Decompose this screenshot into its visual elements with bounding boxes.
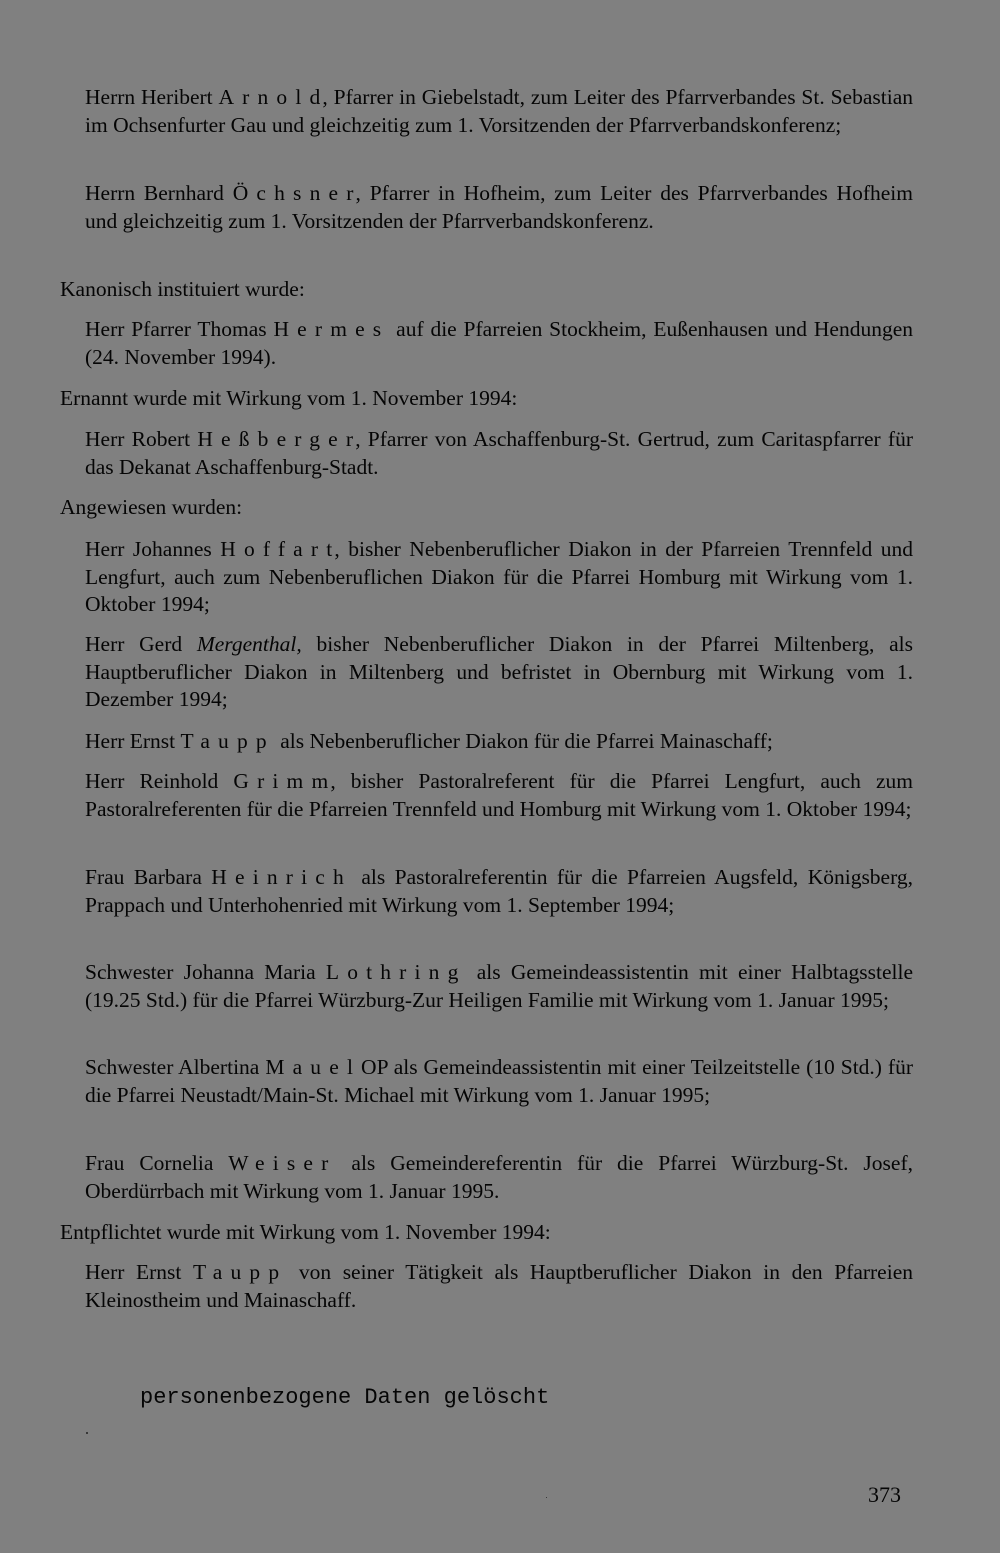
section-heading-angewiesen: Angewiesen wurden: — [60, 495, 243, 519]
person-name-spaced: Grimm — [233, 769, 337, 793]
appointment-arnold — [85, 84, 913, 139]
person-name-spaced: Taupp — [192, 1260, 288, 1284]
person-name-spaced: Arnold — [218, 85, 329, 109]
entry-text: , bisher Nebenberuflicher Diakon in der Pfarreien Trennfeld und Lengfurt, auch zum Nebenberuflichen Diakon für die Pfarrei Homburg mit Wirkung vom 1. Oktober 1994; — [85, 537, 913, 616]
person-name-spaced: Heinrich — [211, 865, 352, 889]
person-name-spaced: Lothring — [325, 960, 467, 984]
entry-text: von seiner Tätigkeit als Hauptberuflicher Diakon in den Pfarreien Kleinostheim und Mainaschaff. — [85, 1260, 913, 1312]
entry-text: , Pfarrer in Giebelstadt, zum Leiter des Pfarrverbandes St. Sebastian im Ochsenfurter Gau und gleichzeitig zum 1. Vorsitzenden der Pfarrverbandskonferenz; — [85, 85, 913, 137]
entry-prefix: Herrn Bernhard — [85, 181, 233, 205]
assignment-weiser — [85, 1150, 913, 1205]
person-name-spaced: Öchsner — [232, 181, 362, 205]
person-name-spaced: Weiser — [228, 1151, 337, 1175]
appointment-hessberger — [85, 426, 913, 481]
person-name-spaced: Mauel — [265, 1055, 362, 1079]
entry-text: OP als Gemeindeassistentin mit einer Teilzeitstelle (10 Std.) für die Pfarrei Neustadt/Main-St. Michael mit Wirkung vom 1. Januar 1995; — [85, 1055, 913, 1107]
entry-text: , Pfarrer von Aschaffenburg-St. Gertrud, zum Caritaspfarrer für das Dekanat Aschaffenburg-Stadt. — [85, 427, 913, 479]
appointment-oechsner — [85, 180, 913, 235]
person-name-spaced: Hermes — [273, 317, 390, 341]
entry-text: auf die Pfarreien Stockheim, Eußenhausen und Hendungen (24. November 1994). — [85, 317, 913, 369]
entry-prefix: Herrn Heribert — [85, 85, 219, 109]
section-heading-ernannt: Ernannt wurde mit Wirkung vom 1. November 1994: — [60, 386, 518, 410]
person-name-spaced: Hoffart — [220, 537, 341, 561]
entry-text: als Gemeindereferentin für die Pfarrei Würzburg-St. Josef, Oberdürrbach mit Wirkung vom 1. Januar 1995. — [85, 1151, 913, 1203]
entry-text: als Pastoralreferentin für die Pfarreien Augsfeld, Königsberg, Prappach und Unterhohenried mit Wirkung vom 1. September 1994; — [85, 865, 913, 917]
section-heading-entpflichtet: Entpflichtet wurde mit Wirkung vom 1. November 1994: — [60, 1220, 551, 1244]
entry-prefix: Herr Ernst — [85, 1260, 193, 1284]
assignment-grimm — [85, 768, 913, 823]
person-name-spaced: Heßberger — [197, 427, 362, 451]
redaction-notice: personenbezogene Daten gelöscht — [140, 1385, 550, 1410]
entry-prefix: Frau Barbara — [85, 865, 212, 889]
section-heading-kanonisch: Kanonisch instituiert wurde: — [60, 277, 305, 301]
entry-prefix: Frau Cornelia — [85, 1151, 229, 1175]
assignment-mauel — [85, 1054, 913, 1109]
scan-speck — [546, 1497, 547, 1498]
entry-prefix: Schwester Albertina — [85, 1055, 266, 1079]
release-taupp — [85, 1259, 913, 1314]
person-name-italic: Mergenthal, — [196, 632, 302, 656]
entry-text: , bisher Pastoralreferent für die Pfarrei Lengfurt, auch zum Pastoralreferenten für die Pfarreien Trennfeld und Homburg mit Wirkung vom 1. Oktober 1994; — [85, 769, 913, 821]
assignment-lothring — [85, 959, 913, 1014]
entry-prefix: Herr Gerd — [85, 632, 197, 656]
entry-text: als Nebenberuflicher Diakon für die Pfarrei Mainaschaff; — [274, 729, 773, 753]
assignment-mergenthal — [85, 631, 913, 714]
person-name-spaced: Taupp — [180, 729, 275, 753]
assignment-taupp — [85, 728, 913, 756]
entry-text: , Pfarrer in Hofheim, zum Leiter des Pfarrverbandes Hofheim und gleichzeitig zum 1. Vorsitzenden der Pfarrverbandskonferenz. — [85, 181, 913, 233]
entry-text: bisher Nebenberuflicher Diakon in der Pfarrei Miltenberg, als Hauptberuflicher Diakon in Miltenberg und befristet in Obernburg mit Wirkung vom 1. Dezember 1994; — [85, 632, 913, 711]
assignment-hoffart — [85, 536, 913, 619]
institution-hermes — [85, 316, 913, 371]
entry-prefix: Herr Robert — [85, 427, 198, 451]
entry-prefix: Herr Pfarrer Thomas — [85, 317, 274, 341]
entry-prefix: Schwester Johanna Maria — [85, 960, 326, 984]
assignment-heinrich — [85, 864, 913, 919]
page-number: 373 — [868, 1482, 901, 1507]
entry-text: als Gemeindeassistentin mit einer Halbtagsstelle (19.25 Std.) für die Pfarrei Würzburg-Zur Heiligen Familie mit Wirkung vom 1. Januar 1995; — [85, 960, 913, 1012]
entry-prefix: Herr Ernst — [85, 729, 181, 753]
entry-prefix: Herr Reinhold — [85, 769, 234, 793]
scan-speck — [86, 1432, 88, 1434]
entry-prefix: Herr Johannes — [85, 537, 221, 561]
